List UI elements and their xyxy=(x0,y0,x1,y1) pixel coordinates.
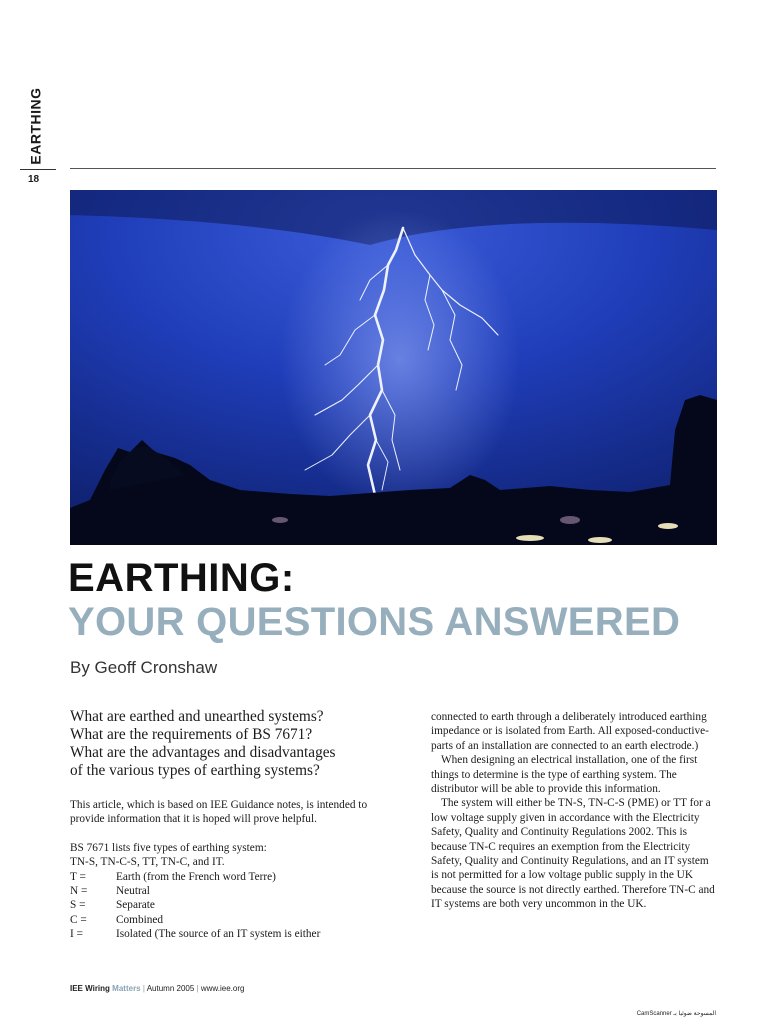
definition-value: Separate xyxy=(116,899,155,912)
section-label: EARTHING xyxy=(28,87,44,165)
header-divider xyxy=(70,168,716,169)
definition-key: C = xyxy=(70,913,87,926)
definition-item xyxy=(70,884,390,898)
definition-value: Isolated (The source of an IT system is either xyxy=(116,928,321,941)
definition-item xyxy=(70,898,390,912)
definition-item xyxy=(70,913,390,927)
definition-key: S = xyxy=(70,899,86,912)
intro-line: What are the requirements of BS 7671? xyxy=(70,726,313,743)
body-paragraph xyxy=(70,841,390,870)
body-paragraph: The system will either be TN-S, TN-C-S (PME) or TT for a low voltage supply given in accordance with the Electricity Safety, Quality and Continuity Regulations 2002. This is because TN-C requires an exemption from the Electricity Safety, Quality and Continuity Regulations, and an IT system is not permitted for a low voltage public supply in the UK because the source is not directly earthed. Therefore TN-C and IT systems are both very uncommon in the UK. xyxy=(431,797,715,911)
footer-issue: Autumn 2005 xyxy=(146,984,195,993)
page-number: 18 xyxy=(28,174,40,185)
footer-separator: | xyxy=(142,984,145,993)
definition-key: N = xyxy=(70,885,88,898)
footer-url: www.iee.org xyxy=(200,984,245,993)
definition-value: Combined xyxy=(116,913,164,926)
side-divider xyxy=(20,169,56,170)
intro-line: What are the advantages and disadvantages xyxy=(70,744,336,761)
intro-line: What are earthed and unearthed systems? xyxy=(70,708,324,725)
text-line: TN-S, TN-C-S, TT, TN-C, and IT. xyxy=(70,856,225,869)
lightning-photo xyxy=(70,190,717,545)
footer-separator: | xyxy=(196,984,199,993)
text-line: BS 7671 lists five types of earthing system: xyxy=(70,841,267,854)
article-title: EARTHING: xyxy=(68,556,295,600)
intro-line: of the various types of earthing systems? xyxy=(70,762,320,779)
definition-value: Earth (from the French word Terre) xyxy=(116,870,276,883)
body-paragraph: connected to earth through a deliberately introduced earthing impedance or is isolated from Earth. All exposed-conductive-parts of an installation are connected to an earth electrode.) xyxy=(431,711,709,752)
definition-value: Neutral xyxy=(116,885,150,898)
page-footer xyxy=(70,984,244,993)
definition-key: T = xyxy=(70,870,86,883)
definition-list xyxy=(70,870,390,942)
left-column xyxy=(70,708,390,942)
scanner-watermark: CamScanner المسوحة ضوئيا بـ xyxy=(636,1011,716,1017)
body-paragraph: This article, which is based on IEE Guidance notes, is intended to provide information that it is hoped will prove helpful. xyxy=(70,799,368,826)
article-subtitle: YOUR QUESTIONS ANSWERED xyxy=(68,600,681,644)
definition-item xyxy=(70,927,390,941)
definition-item xyxy=(70,870,390,884)
body-paragraph: When designing an electrical installation, one of the first things to determine is the type of earthing system. The distributor will be able to provide this information. xyxy=(431,754,698,796)
right-column xyxy=(431,710,719,912)
definition-key: I = xyxy=(70,928,83,941)
intro-questions xyxy=(70,708,390,780)
footer-brand-accent: Matters xyxy=(112,984,141,993)
footer-brand: IEE Wiring xyxy=(70,984,110,993)
byline: By Geoff Cronshaw xyxy=(70,658,218,677)
